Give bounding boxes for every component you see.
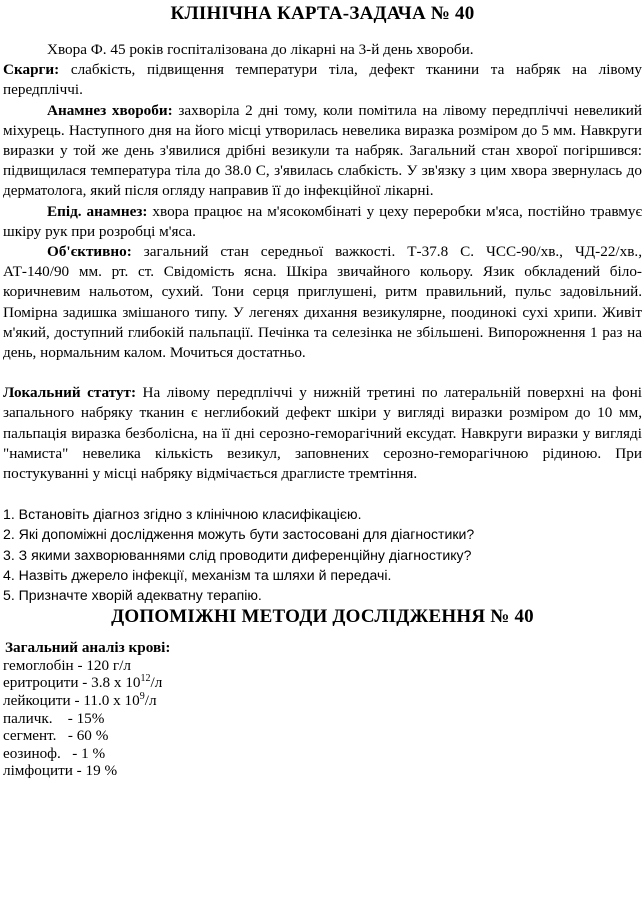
eosinophils-row: еозиноф. - 1 % — [3, 744, 106, 762]
objective-paragraph — [3, 242, 642, 363]
local-status-label: Локальний статут: — [3, 384, 137, 402]
intro-text: Хвора Ф. 45 років госпіталізована до лікарні на 3-й день хвороби. — [47, 41, 474, 58]
local-status-paragraph — [3, 383, 642, 484]
objective-text: загальний стан середньої важкості. Т-37.8 С. ЧСС-90/хв., ЧД-22/хв., АТ-140/90 мм. рт. ст. Свідомість ясна. Шкіра звичайного кольору. Язик обкладений біло-коричневим нальотом, сухий. Тони серця приглушені, ритм правильний, пульс задовільний. Помірна задишка змішаного типу. У легенях дихання везикулярне, поодинокі сухі хрипи. Живіт м'який, доступний глибокій пальпації. Печінка та селезінка не збільшені. Випорожнення 1 раз на день, нормальним калом. Мочиться достатньо. — [3, 243, 642, 362]
section-title: ДОПОМІЖНІ МЕТОДИ ДОСЛІДЖЕННЯ № 40 — [111, 606, 534, 628]
erythrocytes-unit: /л — [150, 674, 163, 692]
epid-paragraph — [3, 202, 642, 242]
leukocytes-exponent: 9 — [139, 691, 145, 703]
erythrocytes-value: еритроцити - 3.8 х 10 — [3, 674, 141, 692]
blood-test-title: Загальний аналіз крові: — [5, 639, 171, 657]
complaints-paragraph — [3, 60, 642, 100]
intro-paragraph — [3, 40, 642, 60]
objective-label: Об'єктивно: — [47, 243, 132, 261]
anamnesis-label: Анамнез хвороби: — [47, 101, 173, 119]
leukocytes-unit: /л — [144, 692, 157, 710]
question-item: 2. Які допоміжні дослідження можуть бути застосовані для діагностики? — [3, 526, 475, 543]
leukocytes-row — [3, 692, 642, 710]
complaints-text: слабкість, підвищення температури тіла, дефект тканини та набряк на лівому передпліччі. — [3, 61, 642, 99]
question-item: 4. Назвіть джерело інфекції, механізм та шляхи й передачі. — [3, 566, 392, 583]
question-item: 3. З якими захворюваннями слід проводити диференційну діагностику? — [3, 546, 472, 563]
spacer — [3, 363, 642, 383]
question-item: 1. Встановіть діагноз згідно з клінічною класифікацією. — [3, 506, 362, 523]
spacer — [3, 484, 642, 504]
page-title: КЛІНІЧНА КАРТА-ЗАДАЧА № 40 — [170, 3, 475, 24]
anamnesis-paragraph — [3, 101, 642, 202]
local-status-text: На лівому передпліччі у нижній третині по латеральній поверхні на фоні запального набряку тканин є неглибокий дефект шкіри у вигляді виразки розміром до 10 мм, пальпація виразка безболісна, на її дні серозно-геморагічний ексудат. Навкруги виразки у вигляді "намиста" невелика кількість везикул, заповнених серозно-геморагічною рідиною. При постукуванні у місці набряку відмічається драглисте тремтіння. — [3, 384, 643, 483]
questions-list — [3, 504, 642, 605]
leukocytes-value: лейкоцити - 11.0 х 10 — [3, 692, 140, 710]
hemoglobin-row: гемоглобін - 120 г/л — [3, 656, 131, 674]
complaints-label: Скарги: — [3, 61, 60, 79]
question-item: 5. Призначте хворій адекватну терапію. — [3, 587, 262, 604]
epid-text: хвора працює на м'ясокомбінаті у цеху переробки м'яса, постійно травмує шкіру рук при розробці м'яса. — [3, 202, 642, 240]
erythrocytes-row — [3, 674, 642, 692]
lymphocytes-row: лімфоцити - 19 % — [3, 762, 118, 780]
epid-label: Епід. анамнез: — [47, 202, 148, 220]
anamnesis-text: захворіла 2 дні тому, коли помітила на лівому передпліччі невеликий міхурець. Наступного дня на його місці утворилась невелика виразка розміром до 5 мм. Навкруги виразки у той же день з'явилися дрібні везикули та набряк. Загальний стан хворої погіршився: підвищилася температура тіла до 38.0 С, з'явилась слабкість. У зв'язку з цим хвора звернулась до дерматолога, який після огляду направив її до інфекційної лікарні. — [3, 101, 643, 200]
blood-test-block — [3, 639, 642, 780]
band-neutrophils-row: паличк. - 15% — [3, 709, 105, 727]
erythrocytes-exponent: 12 — [140, 673, 151, 685]
segmented-neutrophils-row: сегмент. - 60 % — [3, 727, 109, 745]
